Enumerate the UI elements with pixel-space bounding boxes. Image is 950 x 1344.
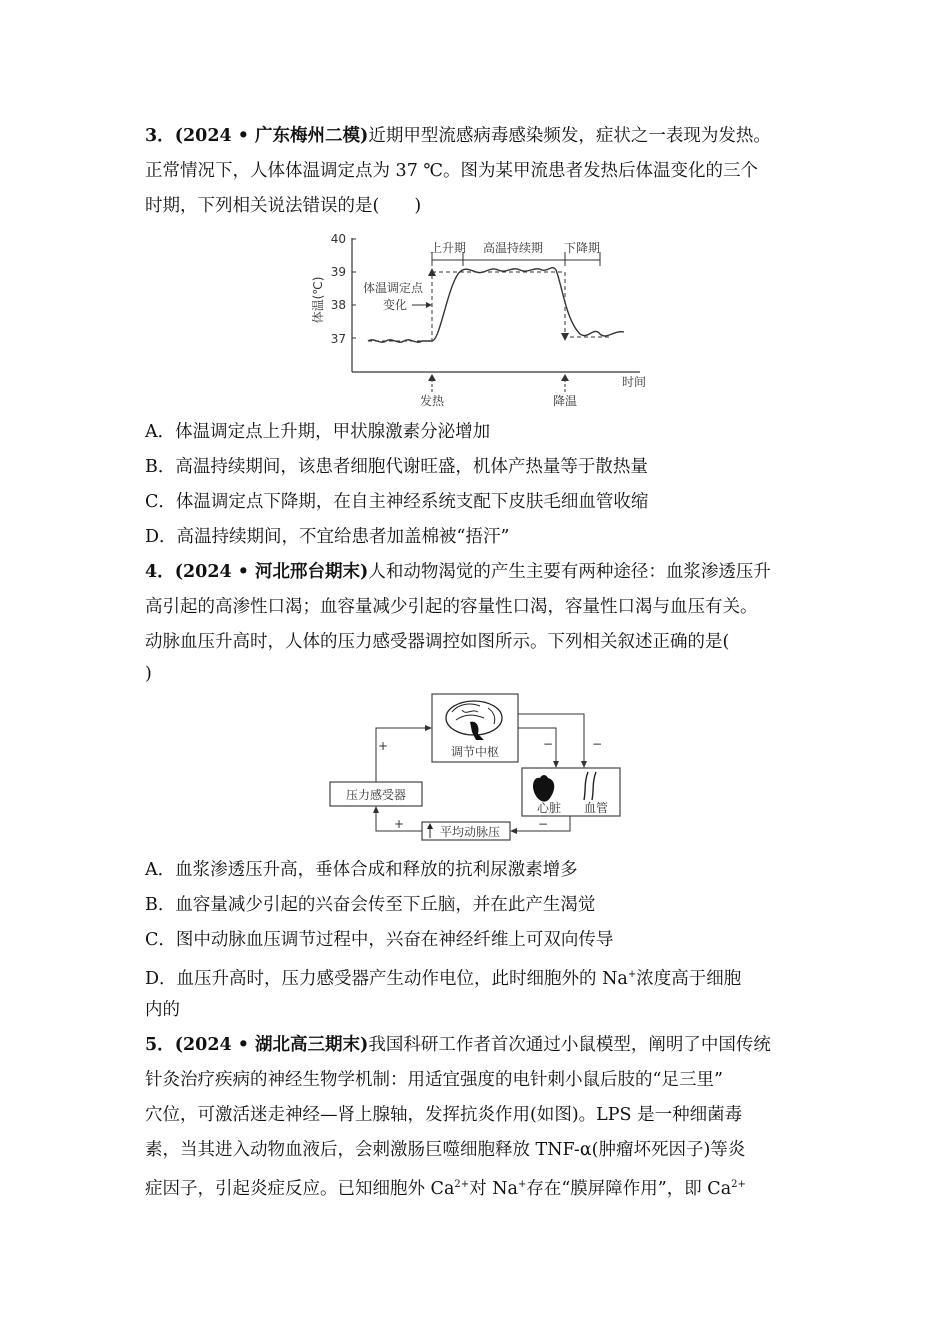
y-tick-38: 38 xyxy=(330,298,346,312)
q4-option-d-line-2: 内的 xyxy=(145,1000,180,1020)
q5-text-2: 针灸治疗疾病的神经生物学机制：用适宜强度的电针刺小鼠后肢的“足三里” xyxy=(145,1070,723,1090)
q5-last-a: 症因子，引起炎症反应。已知细胞外 Ca xyxy=(145,1179,455,1199)
q5-last-c: 对 Na xyxy=(469,1179,518,1199)
q4-option-d-post: 浓度高于细胞 xyxy=(636,969,742,989)
q4-text-3: 动脉血压升高时，人体的压力感受器调控如图所示。下列相关叙述正确的是( xyxy=(145,632,730,652)
phase-fall: 下降期 xyxy=(563,241,601,255)
setpoint-label-2: 变化 xyxy=(382,298,408,312)
q4-source: (2024 • 河北邢台期末) xyxy=(174,562,369,582)
q3-text-2: 正常情况下，人体体温调定点为 37 ℃。图为某甲流患者发热后体温变化的三个 xyxy=(145,161,758,181)
event-cool: 降温 xyxy=(552,394,578,408)
q3-number: 3． xyxy=(145,126,175,146)
q4-number: 4． xyxy=(145,562,175,582)
q3-line-1 xyxy=(145,124,771,148)
sign-minus-1: − xyxy=(543,737,554,751)
q4-text-2: 高引起的高渗性口渴；血容量减少引起的容量性口渴，容量性口渴与血压有关。 xyxy=(145,597,758,617)
q4-option-b: B．血容量减少引起的兴奋会传至下丘脑，并在此产生渴觉 xyxy=(145,895,596,915)
q5-source: (2024 • 湖北高三期末) xyxy=(174,1035,369,1055)
q3-option-a: A．体温调定点上升期，甲状腺激素分泌增加 xyxy=(145,422,491,442)
sign-minus-3: − xyxy=(538,817,549,831)
q4-pressure-figure xyxy=(320,686,630,844)
sign-plus-1: + xyxy=(378,739,389,753)
q4-option-d-line-1 xyxy=(145,963,741,991)
y-axis-label: 体温(℃) xyxy=(311,276,325,324)
q5-number: 5． xyxy=(145,1035,175,1055)
setpoint-label-1: 体温调定点 xyxy=(362,281,424,295)
q5-text-4: 素，当其进入动物血液后，会刺激肠巨噬细胞释放 TNF-α(肿瘤坏死因子)等炎 xyxy=(145,1140,746,1160)
arrow-receptor-to-center xyxy=(376,728,428,782)
vessel-label: 血管 xyxy=(583,801,609,815)
sign-minus-2: − xyxy=(592,737,603,751)
q3-option-d: D．高温持续期间，不宜给患者加盖棉被“捂汗” xyxy=(145,527,510,547)
phase-rise: 上升期 xyxy=(429,241,467,255)
q3-text-1: 近期甲型流感病毒感染频发，症状之一表现为发热。 xyxy=(368,126,771,146)
q5-text-3: 穴位，可激活迷走神经—肾上腺轴，发挥抗炎作用(如图)。LPS 是一种细菌毒 xyxy=(145,1105,743,1125)
q3-text-3: 时期，下列相关说法错误的是( ) xyxy=(145,196,422,216)
q4-text-4: ) xyxy=(145,664,152,684)
q5-line-1 xyxy=(145,1033,771,1057)
q4-line-1 xyxy=(145,560,771,584)
q3-option-b: B．高温持续期间，该患者细胞代谢旺盛，机体产热量等于散热量 xyxy=(145,457,648,477)
phase-plateau: 高温持续期 xyxy=(482,241,544,255)
q5-last-d: + xyxy=(517,1179,527,1190)
q4-option-d-pre: D．血压升高时，压力感受器产生动作电位，此时细胞外的 Na xyxy=(145,969,628,989)
q3-temperature-figure xyxy=(300,226,650,412)
q3-option-c: C．体温调定点下降期，在自主神经系统支配下皮肤毛细血管收缩 xyxy=(145,492,649,512)
q4-option-d-sup: + xyxy=(627,969,637,980)
y-tick-40: 40 xyxy=(330,232,346,246)
sign-plus-2: + xyxy=(394,817,405,831)
q3-source: (2024 • 广东梅州二模) xyxy=(174,126,369,146)
x-axis-label: 时间 xyxy=(622,375,647,389)
q5-text-5 xyxy=(145,1173,746,1201)
q5-text-1: 我国科研工作者首次通过小鼠模型，阐明了中国传统 xyxy=(368,1035,771,1055)
y-tick-39: 39 xyxy=(330,265,346,279)
q5-last-b: 2+ xyxy=(454,1179,470,1190)
q4-option-a: A．血浆渗透压升高，垂体合成和释放的抗利尿激素增多 xyxy=(145,860,578,880)
y-tick-labels xyxy=(331,232,346,346)
pressure-label: 平均动脉压 xyxy=(439,825,501,839)
receptor-label: 压力感受器 xyxy=(345,788,407,802)
y-tick-37: 37 xyxy=(330,332,346,346)
center-label: 调节中枢 xyxy=(450,745,500,759)
q4-option-c: C．图中动脉血压调节过程中，兴奋在神经纤维上可双向传导 xyxy=(145,930,614,950)
heart-label: 心脏 xyxy=(536,801,562,815)
q5-last-e: 存在“膜屏障作用”，即 Ca xyxy=(526,1179,732,1199)
q4-text-1: 人和动物渴觉的产生主要有两种途径：血浆渗透压升 xyxy=(368,562,771,582)
event-fever: 发热 xyxy=(419,394,445,408)
q5-last-f: 2+ xyxy=(731,1179,746,1190)
